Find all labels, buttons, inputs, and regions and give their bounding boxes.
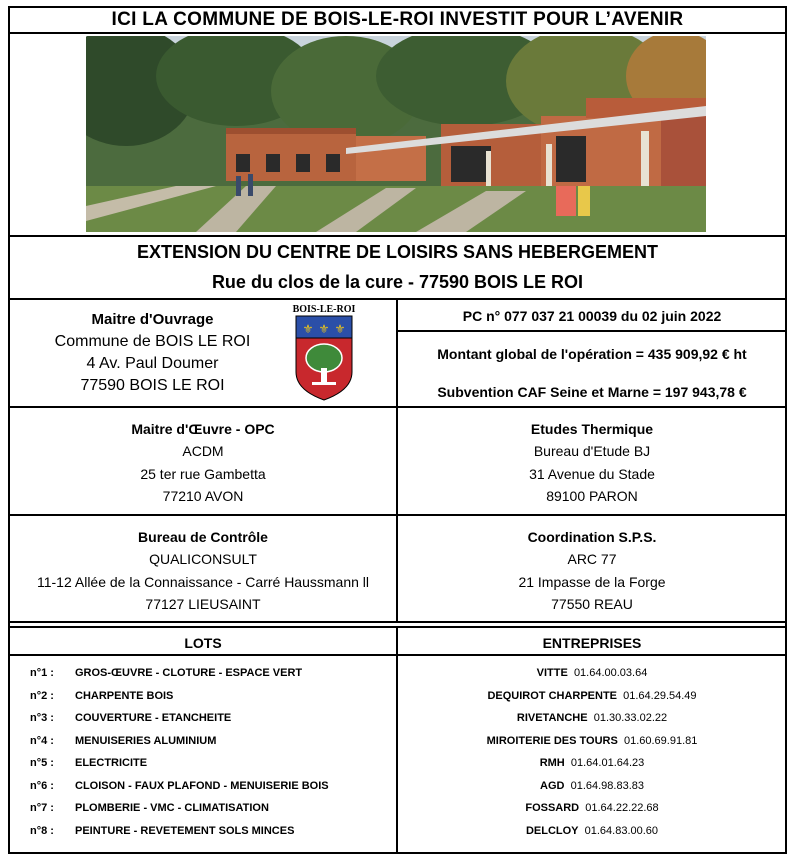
- lot-number: n°3 :: [30, 712, 54, 724]
- company-phone: 01.64.83.00.60: [584, 825, 659, 837]
- project-address: Rue du clos de la cure - 77590 BOIS LE ROI: [211, 272, 584, 292]
- contractor-line: 11-12 Allée de la Connaissance - Carré Haussmann ll: [36, 574, 370, 590]
- lot-company: [400, 780, 784, 792]
- lot-number: n°2 :: [30, 690, 54, 702]
- contractor-title: Etudes Thermique: [530, 421, 654, 437]
- lot-company: [400, 825, 784, 837]
- contractor-title: Coordination S.P.S.: [527, 529, 657, 545]
- contractor-line: QUALICONSULT: [149, 551, 257, 567]
- lots-header: LOTS: [184, 635, 222, 651]
- lot-number: n°7 :: [30, 802, 54, 814]
- lot-label: GROS-ŒUVRE - CLOTURE - ESPACE VERT: [75, 667, 303, 679]
- company-phone: 01.64.22.22.68: [585, 802, 659, 814]
- company-name: VITTE: [536, 667, 568, 679]
- lot-company: [400, 735, 784, 747]
- company-phone: 01.64.98.83.83: [570, 780, 644, 792]
- lot-label: CLOISON - FAUX PLAFOND - MENUISERIE BOIS: [75, 780, 329, 792]
- lot-number: n°1 :: [30, 667, 54, 679]
- lot-company: [400, 667, 784, 679]
- company-name: FOSSARD: [525, 802, 580, 814]
- company-name: AGD: [540, 780, 565, 792]
- svg-text:⚜: ⚜: [302, 322, 314, 336]
- contractor-title: Maitre d'Œuvre - OPC: [131, 421, 275, 437]
- lot-label: ELECTRICITE: [75, 757, 148, 769]
- owner-line: Commune de BOIS LE ROI: [54, 333, 251, 350]
- owner-line: 77590 BOIS LE ROI: [80, 377, 225, 394]
- column-divider: [396, 626, 398, 854]
- divider: [397, 330, 787, 332]
- company-phone: 01.60.69.91.81: [623, 735, 698, 747]
- contractor-line: 77210 AVON: [162, 488, 244, 504]
- company-phone: 01.64.00.03.64: [573, 667, 648, 679]
- contractor-line: 25 ter rue Gambetta: [140, 466, 266, 482]
- contractor-line: ACDM: [182, 443, 224, 459]
- lot-label: COUVERTURE - ETANCHEITE: [75, 712, 232, 724]
- lot-company: [400, 757, 784, 769]
- contractor-line: 77127 LIEUSAINT: [145, 596, 261, 612]
- contractor-title: Bureau de Contrôle: [138, 529, 268, 545]
- owner-line: 4 Av. Paul Doumer: [86, 355, 219, 372]
- project-title: EXTENSION DU CENTRE DE LOISIRS SANS HEBERGEMENT: [136, 242, 659, 262]
- svg-text:⚜: ⚜: [334, 322, 346, 336]
- contractor-line: 89100 PARON: [546, 488, 638, 504]
- lot-label: CHARPENTE BOIS: [75, 690, 174, 702]
- lot-number: n°6 :: [30, 780, 54, 792]
- company-name: DEQUIROT CHARPENTE: [487, 690, 618, 702]
- lot-company: [400, 802, 784, 814]
- lot-label: PEINTURE - REVETEMENT SOLS MINCES: [75, 825, 295, 837]
- lot-number: n°4 :: [30, 735, 54, 747]
- contractor-line: 21 Impasse de la Forge: [518, 574, 666, 590]
- town-crest-logo: [290, 302, 358, 402]
- company-name: MIROITERIE DES TOURS: [486, 735, 618, 747]
- column-divider: [396, 298, 398, 622]
- lot-company: [400, 690, 784, 702]
- building-photo: [86, 36, 706, 232]
- contractor-line: Bureau d'Etude BJ: [533, 443, 651, 459]
- total-amount: Montant global de l'opération = 435 909,92 € ht: [437, 346, 747, 362]
- company-name: RMH: [539, 757, 565, 769]
- lot-number: n°5 :: [30, 757, 54, 769]
- contractor-line: ARC 77: [567, 551, 617, 567]
- owner-title: Maitre d'Ouvrage: [91, 311, 214, 328]
- building-permit: PC n° 077 037 21 00039 du 02 juin 2022: [462, 308, 722, 324]
- company-phone: 01.64.01.64.23: [570, 757, 645, 769]
- divider: [8, 235, 787, 237]
- divider: [8, 32, 787, 34]
- banner-title: ICI LA COMMUNE DE BOIS-LE-ROI INVESTIT POUR L’AVENIR: [111, 9, 684, 30]
- lot-label: MENUISERIES ALUMINIUM: [75, 735, 217, 747]
- companies-header: ENTREPRISES: [542, 635, 642, 651]
- lot-company: [400, 712, 784, 724]
- company-name: DELCLOY: [525, 825, 579, 837]
- caf-subsidy: Subvention CAF Seine et Marne = 197 943,78 €: [437, 384, 747, 400]
- company-phone: 01.64.29.54.49: [623, 690, 697, 702]
- svg-text:⚜: ⚜: [318, 322, 330, 336]
- lot-number: n°8 :: [30, 825, 54, 837]
- company-name: RIVETANCHE: [516, 712, 588, 724]
- company-phone: 01.30.33.02.22: [593, 712, 668, 724]
- contractor-line: 77550 REAU: [551, 596, 633, 612]
- contractor-line: 31 Avenue du Stade: [529, 466, 655, 482]
- lot-label: PLOMBERIE - VMC - CLIMATISATION: [75, 802, 269, 814]
- svg-text:BOIS-LE-ROI: BOIS-LE-ROI: [292, 304, 356, 315]
